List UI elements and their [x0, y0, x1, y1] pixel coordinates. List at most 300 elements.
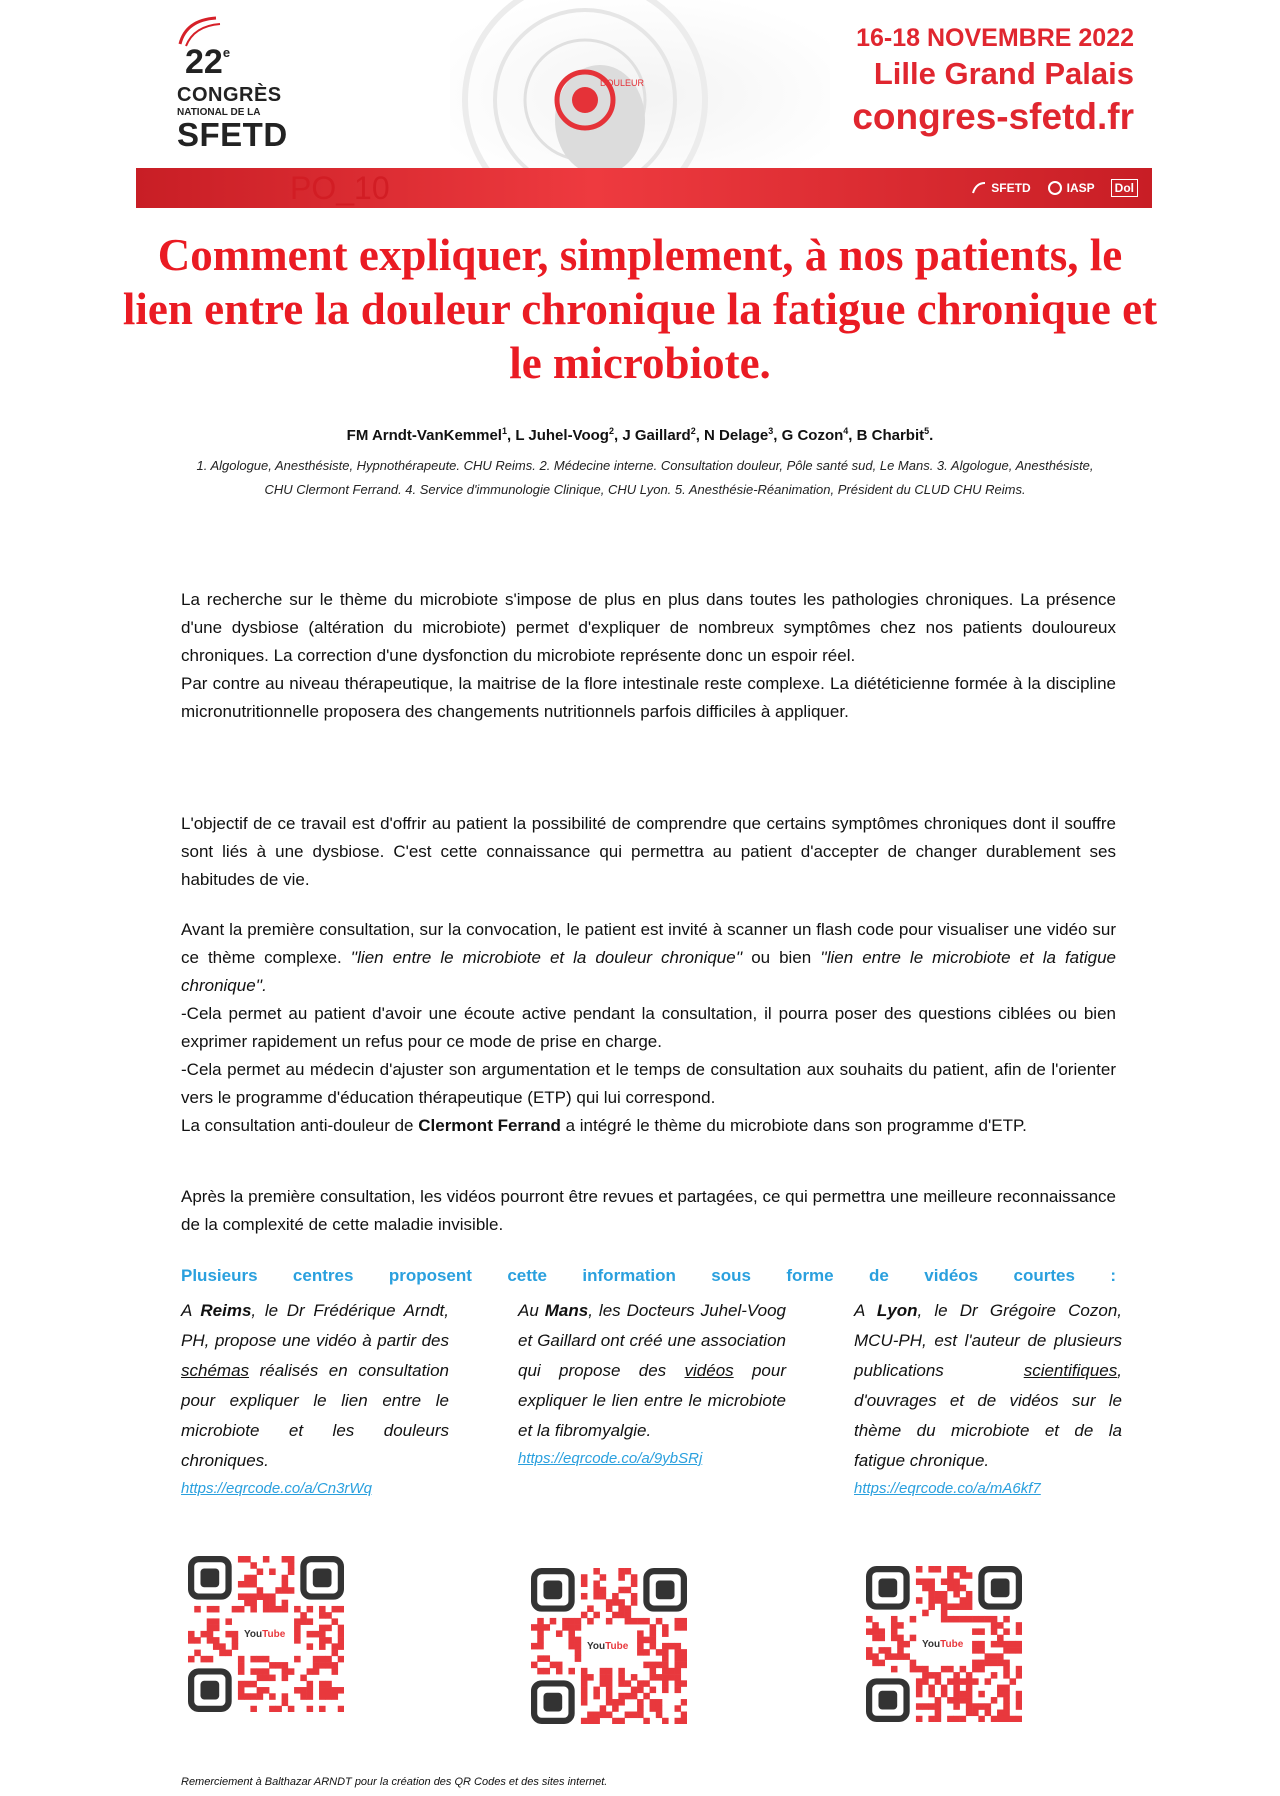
qr-module	[637, 1687, 644, 1694]
qr-module	[332, 1693, 339, 1700]
youtube-icon	[240, 1622, 294, 1644]
qr-module	[593, 1593, 600, 1600]
qr-module	[593, 1718, 600, 1724]
qr-module	[662, 1668, 669, 1675]
qr-module	[581, 1680, 588, 1687]
qr-module	[972, 1647, 979, 1654]
qr-module	[991, 1672, 998, 1679]
qr-module	[675, 1718, 682, 1724]
qr-module	[294, 1656, 301, 1663]
qr-module	[263, 1593, 270, 1600]
qr-module	[966, 1672, 973, 1679]
qr-module	[332, 1650, 339, 1657]
qr-module	[587, 1674, 594, 1681]
qr-module	[537, 1655, 544, 1662]
qr-module	[953, 1672, 960, 1679]
qr-module	[1016, 1672, 1022, 1679]
qr-module	[618, 1612, 625, 1619]
qr-module	[1003, 1616, 1010, 1623]
qr-finder-pattern	[646, 1571, 683, 1608]
qr-module	[325, 1693, 332, 1700]
qr-code-reims[interactable]	[188, 1556, 344, 1712]
qr-module	[897, 1641, 904, 1648]
qr-module	[232, 1606, 239, 1613]
sfetd-swoosh-icon	[971, 181, 987, 195]
qr-module	[650, 1624, 657, 1631]
qr-module	[294, 1637, 301, 1644]
qr-module	[250, 1575, 257, 1582]
qr-module	[307, 1631, 314, 1638]
qr-module	[910, 1666, 917, 1673]
qr-module	[941, 1610, 948, 1617]
qr-module	[941, 1691, 948, 1698]
qr-module	[897, 1635, 904, 1642]
qr-module	[928, 1716, 935, 1722]
qr-module	[200, 1631, 207, 1638]
event-website[interactable]: congres-sfetd.fr	[852, 96, 1134, 137]
qr-module	[878, 1628, 885, 1635]
paragraph: Par contre au niveau thérapeutique, la maitrise de la flore intestinale reste complexe. La diététicienne formée à la discipline micronutritionnelle proposera des changements nutritionnels parfois difficiles à appliquer.	[181, 674, 1116, 721]
authors: FM Arndt-VanKemmel$^1$, L Juhel-Voog$^2$, J Gaillard$^2$, N Delage$^3$, G Cozon$^4$, B Charbit$^5$.	[346, 426, 934, 444]
qr-module	[207, 1618, 214, 1625]
qr-module	[612, 1705, 619, 1712]
centre-reims-link[interactable]: https://eqrcode.co/a/Cn3rWq	[181, 1480, 372, 1497]
qr-module	[269, 1675, 276, 1682]
qr-module	[972, 1666, 979, 1673]
qr-module	[928, 1585, 935, 1592]
qr-module	[928, 1703, 935, 1710]
qr-module	[662, 1718, 669, 1724]
qr-module	[556, 1668, 563, 1675]
qr-module	[643, 1618, 650, 1625]
qr-module	[928, 1603, 935, 1610]
qr-module	[972, 1678, 979, 1685]
qr-module	[612, 1593, 619, 1600]
qr-module	[269, 1706, 276, 1712]
qr-module	[307, 1618, 314, 1625]
qr-module	[681, 1655, 687, 1662]
qr-module	[978, 1641, 985, 1648]
qr-module	[985, 1660, 992, 1667]
qr-module	[269, 1606, 276, 1613]
qr-module	[650, 1687, 657, 1694]
qr-module	[319, 1612, 326, 1619]
qr-module	[232, 1643, 239, 1650]
qr-module	[1010, 1716, 1017, 1722]
qr-module	[916, 1678, 923, 1685]
qr-finder-pattern	[534, 1683, 571, 1720]
qr-module	[916, 1597, 923, 1604]
qr-module	[966, 1572, 973, 1579]
qr-module	[618, 1587, 625, 1594]
qr-module	[625, 1612, 632, 1619]
qr-module	[681, 1699, 687, 1706]
qr-module	[593, 1612, 600, 1619]
qr-module	[675, 1655, 682, 1662]
qr-module	[662, 1624, 669, 1631]
qr-module	[550, 1618, 557, 1625]
qr-module	[288, 1568, 295, 1575]
qr-module	[1016, 1641, 1022, 1648]
qr-module	[537, 1637, 544, 1644]
qr-module	[903, 1641, 910, 1648]
qr-module	[681, 1680, 687, 1687]
qr-module	[593, 1587, 600, 1594]
qr-module	[1010, 1647, 1017, 1654]
qr-module	[910, 1635, 917, 1642]
qr-module	[681, 1624, 687, 1631]
qr-module	[953, 1585, 960, 1592]
partner-logos	[971, 170, 1138, 206]
qr-module	[250, 1600, 257, 1607]
qr-module	[872, 1653, 879, 1660]
qr-module	[625, 1618, 632, 1625]
qr-code-lyon[interactable]	[866, 1566, 1022, 1722]
qr-module	[935, 1697, 942, 1704]
qr-module	[250, 1706, 257, 1712]
qr-module	[631, 1618, 638, 1625]
qr-module	[637, 1712, 644, 1719]
qr-module	[593, 1712, 600, 1719]
qr-module	[662, 1680, 669, 1687]
qr-module	[587, 1618, 594, 1625]
qr-module	[325, 1681, 332, 1688]
qr-module	[656, 1705, 663, 1712]
qr-module	[631, 1693, 638, 1700]
youtube-icon	[583, 1634, 637, 1656]
qr-module	[643, 1680, 650, 1687]
qr-module	[891, 1616, 898, 1623]
qr-module	[662, 1655, 669, 1662]
qr-module	[250, 1606, 257, 1613]
qr-module	[244, 1556, 251, 1563]
qr-module	[897, 1653, 904, 1660]
qr-module	[581, 1687, 588, 1694]
dol-logo: Dol	[1111, 179, 1138, 197]
qr-module	[225, 1618, 232, 1625]
qr-module	[606, 1687, 613, 1694]
qr-module	[947, 1603, 954, 1610]
qr-module	[593, 1568, 600, 1575]
qr-module	[244, 1581, 251, 1588]
qr-module	[1016, 1628, 1022, 1635]
qr-module	[238, 1668, 245, 1675]
iasp-circle-icon	[1047, 180, 1063, 196]
qr-module	[319, 1681, 326, 1688]
qr-module	[953, 1603, 960, 1610]
qr-module	[213, 1625, 220, 1632]
qr-module	[891, 1622, 898, 1629]
centre-lyon-link[interactable]: https://eqrcode.co/a/mA6kf7	[854, 1480, 1041, 1497]
qr-module	[618, 1674, 625, 1681]
qr-module	[972, 1641, 979, 1648]
qr-module	[319, 1662, 326, 1669]
qr-module	[300, 1618, 307, 1625]
qr-finder-pattern	[869, 1681, 906, 1718]
qr-module	[325, 1656, 332, 1663]
qr-module	[903, 1653, 910, 1660]
method-section	[181, 916, 1116, 1140]
qr-module	[966, 1678, 973, 1685]
qr-module	[922, 1678, 929, 1685]
qr-module	[935, 1678, 942, 1685]
qr-module	[319, 1637, 326, 1644]
qr-module	[244, 1575, 251, 1582]
qr-module	[288, 1668, 295, 1675]
qr-module	[991, 1716, 998, 1722]
qr-module	[238, 1656, 245, 1663]
qr-module	[878, 1635, 885, 1642]
qr-module	[225, 1631, 232, 1638]
qr-module	[960, 1603, 967, 1610]
qr-module	[650, 1705, 657, 1712]
qr-module	[625, 1680, 632, 1687]
qr-module	[916, 1566, 923, 1573]
qr-module	[1010, 1641, 1017, 1648]
objective-section	[181, 810, 1116, 894]
qr-module	[612, 1718, 619, 1724]
qr-module	[978, 1666, 985, 1673]
centre-mans-link[interactable]: https://eqrcode.co/a/9ybSRj	[518, 1450, 703, 1467]
qr-module	[543, 1655, 550, 1662]
qr-module	[650, 1630, 657, 1637]
qr-module	[643, 1637, 650, 1644]
acknowledgement: Remerciement à Balthazar ARNDT pour la création des QR Codes et des sites internet.	[181, 1776, 608, 1788]
qr-module	[543, 1624, 550, 1631]
qr-module	[282, 1587, 289, 1594]
qr-module	[662, 1643, 669, 1650]
qr-module	[225, 1650, 232, 1657]
qr-module	[618, 1599, 625, 1606]
qr-module	[600, 1680, 607, 1687]
qr-module	[928, 1578, 935, 1585]
qr-module	[966, 1597, 973, 1604]
qr-module	[593, 1580, 600, 1587]
qr-module	[250, 1681, 257, 1688]
qr-module	[922, 1672, 929, 1679]
qr-module	[947, 1697, 954, 1704]
qr-module	[606, 1605, 613, 1612]
qr-module	[294, 1618, 301, 1625]
qr-module	[656, 1674, 663, 1681]
qr-module	[1016, 1716, 1022, 1722]
qr-module	[219, 1650, 226, 1657]
qr-module	[575, 1624, 582, 1631]
qr-module	[941, 1603, 948, 1610]
poster-title: Comment expliquer, simplement, à nos patients, le lien entre la douleur chronique la fatigue chronique et le microbiote.	[122, 230, 1158, 388]
qr-module	[282, 1700, 289, 1707]
svg-text:YouTube: YouTube	[244, 1629, 286, 1640]
qr-module	[575, 1649, 582, 1656]
qr-module	[1003, 1691, 1010, 1698]
qr-module	[531, 1624, 538, 1631]
affiliations: 1. Algologue, Anesthésiste, Hypnothérapeute. CHU Reims. 2. Médecine interne. Consultation douleur, Pôle santé sud, Le Mans. 3. Algologue, Anesthésiste, CHU Clermont Ferrand. 4. Service d'immunologie Clinique, CHU Lyon. 5. Anesthésie-Réanimation, Président du CLUD CHU Reims.	[196, 458, 1094, 497]
congress-national: NATIONAL DE LA	[177, 107, 261, 118]
qr-module	[866, 1628, 873, 1635]
qr-module	[656, 1662, 663, 1669]
qr-module	[250, 1668, 257, 1675]
qr-module	[618, 1699, 625, 1706]
qr-module	[891, 1635, 898, 1642]
qr-module	[637, 1649, 644, 1656]
qr-module	[928, 1597, 935, 1604]
qr-module	[1003, 1716, 1010, 1722]
qr-module	[631, 1674, 638, 1681]
qr-module	[997, 1653, 1004, 1660]
qr-module	[941, 1591, 948, 1598]
qr-module	[282, 1575, 289, 1582]
qr-module	[1016, 1703, 1022, 1710]
qr-module	[985, 1616, 992, 1623]
qr-module	[556, 1662, 563, 1669]
qr-module	[568, 1643, 575, 1650]
qr-module	[656, 1699, 663, 1706]
qr-module	[978, 1616, 985, 1623]
qr-module	[916, 1685, 923, 1692]
qr-module	[916, 1716, 923, 1722]
qr-module	[966, 1603, 973, 1610]
qr-module	[300, 1675, 307, 1682]
qr-module	[997, 1691, 1004, 1698]
qr-module	[319, 1693, 326, 1700]
qr-module	[313, 1631, 320, 1638]
qr-module	[606, 1668, 613, 1675]
qr-module	[960, 1572, 967, 1579]
qr-module	[307, 1693, 314, 1700]
qr-module	[250, 1693, 257, 1700]
qr-module	[1003, 1697, 1010, 1704]
qr-module	[978, 1691, 985, 1698]
qr-module	[891, 1653, 898, 1660]
qr-module	[922, 1703, 929, 1710]
qr-module	[997, 1641, 1004, 1648]
qr-module	[263, 1606, 270, 1613]
qr-module	[991, 1622, 998, 1629]
qr-module	[675, 1705, 682, 1712]
qr-module	[978, 1660, 985, 1667]
qr-module	[257, 1587, 264, 1594]
qr-module	[263, 1687, 270, 1694]
qr-module	[637, 1618, 644, 1625]
centre-reims: A Reims, le Dr Frédérique Arndt, PH, propose une vidéo à partir des schémas réalisés en consultation pour expliquer le lien entre le microbiote et les douleurs chroniques. https://eqrcode.co/a/Cn3rWq	[181, 1296, 449, 1502]
qr-module	[947, 1716, 954, 1722]
qr-module	[668, 1643, 675, 1650]
qr-module	[675, 1624, 682, 1631]
qr-module	[866, 1653, 873, 1660]
paragraph: Après la première consultation, les vidéos pourront être revues et partagées, ce qui permettra une meilleure reconnaissance de la complexité de cette maladie invisible.	[181, 1187, 1116, 1234]
qr-module	[338, 1706, 344, 1712]
qr-module	[941, 1597, 948, 1604]
qr-module	[618, 1568, 625, 1575]
qr-module	[238, 1556, 245, 1563]
qr-module	[593, 1687, 600, 1694]
qr-module	[618, 1574, 625, 1581]
qr-module	[631, 1687, 638, 1694]
qr-finder-pattern	[191, 1559, 228, 1596]
qr-module	[885, 1653, 892, 1660]
centre-lyon: A Lyon, le Dr Grégoire Cozon, MCU-PH, est l'auteur de plusieurs publications scientifiques, d'ouvrages et de vidéos sur le thème du microbiote et de la fatigue chronique. https://eqrcode.co/a/mA6kf7	[854, 1296, 1122, 1502]
qr-module	[568, 1624, 575, 1631]
qr-finder-pattern	[191, 1671, 228, 1708]
qr-module	[606, 1699, 613, 1706]
qr-module	[947, 1585, 954, 1592]
qr-module	[897, 1622, 904, 1629]
qr-module	[282, 1606, 289, 1613]
qr-module	[935, 1710, 942, 1717]
qr-module	[991, 1616, 998, 1623]
qr-module	[985, 1653, 992, 1660]
qr-module	[631, 1580, 638, 1587]
qr-module	[1003, 1660, 1010, 1667]
qr-module	[257, 1568, 264, 1575]
qr-module	[319, 1656, 326, 1663]
qr-module	[269, 1662, 276, 1669]
qr-module	[866, 1616, 873, 1623]
qr-module	[600, 1712, 607, 1719]
logo-swoosh-icon	[176, 14, 222, 48]
qr-module	[606, 1680, 613, 1687]
qr-module	[972, 1703, 979, 1710]
qr-module	[997, 1685, 1004, 1692]
qr-module	[650, 1637, 657, 1644]
qr-module	[953, 1685, 960, 1692]
qr-module	[600, 1674, 607, 1681]
poster-code: PO_10	[290, 170, 390, 206]
qr-code-mans[interactable]	[531, 1568, 687, 1724]
graphic-label: DOULEUR	[600, 78, 645, 88]
qr-module	[997, 1635, 1004, 1642]
qr-module	[997, 1622, 1004, 1629]
qr-module	[587, 1605, 594, 1612]
qr-module	[662, 1649, 669, 1656]
congress-org: SFETD	[177, 116, 288, 153]
qr-module	[662, 1662, 669, 1669]
qr-module	[612, 1699, 619, 1706]
qr-module	[953, 1697, 960, 1704]
qr-module	[219, 1643, 226, 1650]
qr-module	[200, 1656, 207, 1663]
qr-module	[960, 1566, 967, 1573]
qr-module	[294, 1625, 301, 1632]
qr-module	[600, 1587, 607, 1594]
centre-mans: Au Mans, les Docteurs Juhel-Voog et Gaillard ont créé une association qui propose des vidéos pour expliquer le lien entre le microbiote et la fibromyalgie. https://eqrcode.co/a/9ybSRj	[518, 1296, 786, 1472]
qr-module	[941, 1578, 948, 1585]
qr-module	[575, 1637, 582, 1644]
intro-section	[181, 586, 1116, 726]
qr-module	[313, 1656, 320, 1663]
qr-module	[313, 1668, 320, 1675]
qr-module	[960, 1616, 967, 1623]
qr-module	[650, 1668, 657, 1675]
qr-module	[872, 1635, 879, 1642]
qr-module	[941, 1616, 948, 1623]
qr-module	[294, 1606, 301, 1613]
qr-module	[238, 1687, 245, 1694]
qr-module	[872, 1628, 879, 1635]
qr-module	[656, 1712, 663, 1719]
qr-module	[947, 1578, 954, 1585]
qr-finder-pattern	[534, 1571, 571, 1608]
qr-module	[966, 1685, 973, 1692]
qr-module	[338, 1631, 344, 1638]
qr-module	[275, 1662, 282, 1669]
header-target-graphic	[450, 0, 830, 172]
qr-module	[269, 1693, 276, 1700]
qr-module	[562, 1618, 569, 1625]
qr-module	[275, 1606, 282, 1613]
qr-module	[581, 1693, 588, 1700]
qr-module	[631, 1593, 638, 1600]
